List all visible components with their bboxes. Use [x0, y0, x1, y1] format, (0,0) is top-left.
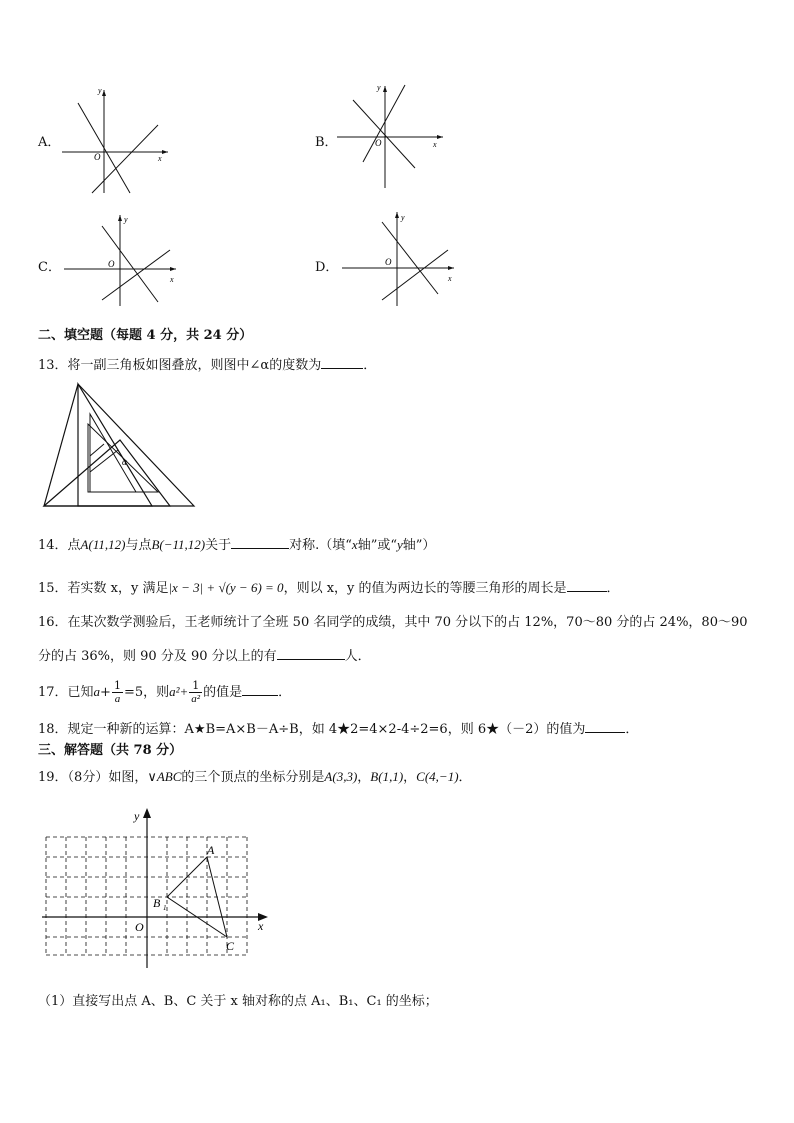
q19-c: C(4,−1) [416, 769, 459, 784]
choice-c-x: x [170, 275, 174, 284]
choice-b-x: x [433, 140, 437, 149]
q18-end: ． [625, 722, 639, 737]
q15-end: ． [606, 581, 620, 596]
q15 [38, 577, 620, 598]
q19-fig-y: y [134, 809, 140, 823]
choice-b-graph [335, 82, 445, 190]
q19-fig-c: C [226, 939, 235, 953]
q19-fig-o: O [135, 920, 144, 934]
q14-suffix3: 轴”） [402, 538, 436, 553]
choice-a-label: A． [38, 135, 61, 150]
choice-c-label: C． [38, 260, 61, 275]
q19-fig-x: x [258, 919, 264, 933]
q17-suffix: 的值是 [203, 685, 243, 700]
choice-a-y: y [98, 86, 102, 95]
q15-prefix: 15．若实数 x，y 满足 [38, 581, 169, 596]
choice-a-o: O [94, 152, 101, 162]
q17-frac1-den: a [114, 693, 121, 705]
q14-suffix1: 对称.（填“ [289, 538, 352, 553]
q16-line2-prefix: 分的占 36%，则 90 分及 90 分以上的有 [38, 649, 277, 664]
section2-heading: 二、填空题（每题 4 分，共 24 分） [38, 328, 253, 343]
q19-mid: 的三个顶点的坐标分别是 [181, 770, 325, 785]
q19-prefix: 19．（8分）如图， [38, 770, 148, 785]
q19 [38, 768, 472, 787]
q15-suffix: ，则以 x，y 的值为两边长的等腰三角形的周长是 [283, 581, 567, 596]
q14-point-b: B(−11,12) [151, 537, 206, 552]
choice-a-graph [60, 85, 170, 195]
q13-figure-triangles [40, 380, 200, 512]
choice-d-label: D． [315, 260, 339, 275]
q19-sub1: （1）直接写出点 A、B、C 关于 x 轴对称的点 A₁、B₁、C₁ 的坐标； [38, 994, 438, 1009]
q13-text: 13．将一副三角板如图叠放，则图中∠α的度数为 [38, 358, 322, 373]
q17-a2: a²+ [169, 684, 189, 699]
q18-text: 18．规定一种新的运算：A★B=A×B－A÷B，如 4★2=4×2-4÷2=6，则 6★（－2）的值为 [38, 722, 586, 737]
choice-b-label: B． [315, 135, 338, 150]
q14-point-a: A(11,12) [80, 537, 126, 552]
q17-prefix: 17．已知 [38, 685, 94, 700]
q14-rel: 关于 [205, 538, 232, 553]
q16-line1: 16．在某次数学测验后，王老师统计了全班 50 名同学的成绩，其中 70 分以下的占 12%，70～80 分的占 24%，80～90 [38, 615, 748, 630]
q19-grid-figure [40, 800, 280, 975]
q14-mid: 与点 [125, 538, 152, 553]
q14-x: x [351, 537, 358, 552]
q19-triangle: ∨ABC [147, 769, 182, 784]
choice-d-y: y [401, 213, 405, 222]
q13 [38, 354, 376, 375]
choice-a-x: x [158, 154, 162, 163]
q14-blank[interactable] [231, 534, 289, 549]
q19-end: ． [458, 770, 472, 785]
q17-frac2-num: 1 [189, 680, 202, 693]
q19-fig-b: B [153, 896, 161, 910]
q14-suffix2: 轴”或“ [357, 538, 397, 553]
q17-eq: =5，则 [123, 685, 170, 700]
q14-y: y [397, 537, 403, 552]
q16-blank[interactable] [277, 645, 345, 660]
choice-c-y: y [124, 215, 128, 224]
q17-plus: + [100, 685, 111, 700]
q18 [38, 718, 638, 739]
choice-d-o: O [385, 257, 392, 267]
q13-blank[interactable] [321, 354, 363, 369]
q17-blank[interactable] [242, 681, 278, 696]
choice-b-y: y [377, 83, 381, 92]
q19-fig-a: A [207, 843, 215, 857]
q13-end: ． [363, 358, 377, 373]
q16-line2-suffix: 人． [344, 649, 371, 664]
q19-comma2: ， [403, 770, 417, 785]
choice-c-graph [62, 212, 182, 308]
q17-frac2-den: a² [191, 693, 201, 705]
q19-b: B(1,1) [370, 769, 404, 784]
q17 [38, 680, 291, 705]
q19-fig-b1: 1 [163, 904, 167, 912]
q19-a: A(3,3) [324, 769, 358, 784]
q19-comma1: ， [357, 770, 371, 785]
section3-heading: 三、解答题（共 78 分） [38, 743, 183, 758]
q15-blank[interactable] [567, 577, 607, 592]
q15-formula: |x − 3| + √(y − 6) = 0 [168, 580, 284, 595]
q17-frac1-num: 1 [113, 679, 121, 692]
q18-blank[interactable] [585, 718, 625, 733]
choice-d-graph [340, 208, 460, 308]
q14-prefix: 14．点 [38, 538, 81, 553]
q17-a: a [93, 684, 101, 699]
choice-c-o: O [108, 259, 115, 269]
q14 [38, 534, 435, 555]
choice-b-o: O [375, 138, 382, 148]
q13-alpha: α [122, 457, 127, 467]
q17-end: ． [278, 685, 292, 700]
q16-line2 [38, 645, 371, 666]
choice-d-x: x [448, 274, 452, 283]
